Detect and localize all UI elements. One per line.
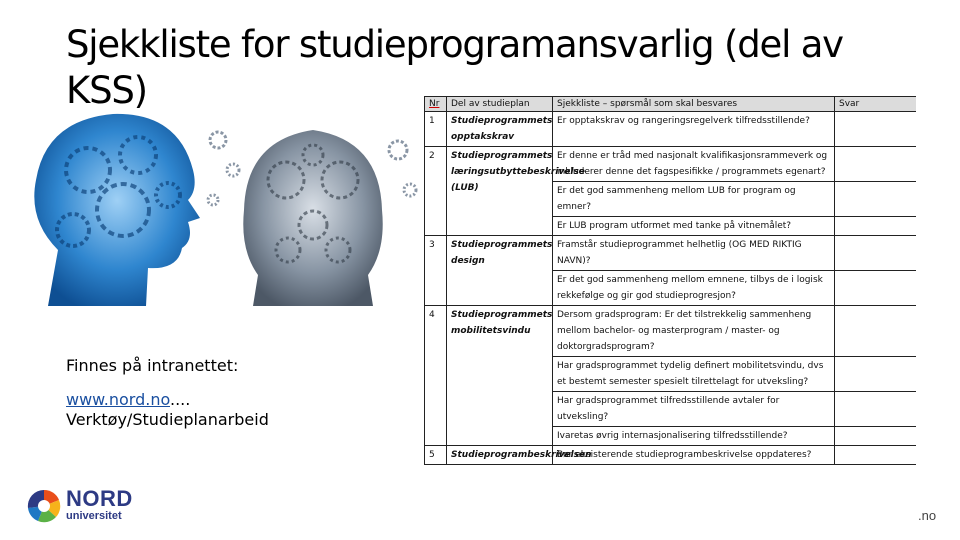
checklist-question: Er denne er tråd med nasjonalt kvalifikasjonsrammeverk og inkluderer denne det fagspesifikke / programmets egenart?	[553, 147, 835, 182]
checklist-question: Er det god sammenheng mellom emnene, tilbys de i logisk rekkefølge og gir god studieprogresjon?	[553, 271, 835, 306]
gear-heads-illustration	[18, 100, 418, 306]
row-number: 5	[425, 446, 447, 465]
answer-cell[interactable]	[835, 236, 917, 271]
row-number: 3	[425, 236, 447, 306]
checklist-header-row	[425, 97, 917, 112]
checklist-question: Framstår studieprogrammet helhetlig (OG MED RIKTIG NAVN)?	[553, 236, 835, 271]
answer-cell[interactable]	[835, 427, 917, 446]
answer-cell[interactable]	[835, 182, 917, 217]
row-number: 1	[425, 112, 447, 147]
nord-logo-icon	[26, 488, 62, 524]
logo-wordmark: NORD	[66, 486, 133, 511]
checklist-row	[425, 236, 917, 271]
tool-path: Verktøy/Studieplanarbeid	[66, 410, 269, 429]
checklist-question: Er LUB program utformet med tanke på vitnemålet?	[553, 217, 835, 236]
link-suffix: ....	[170, 390, 191, 409]
nord-link[interactable]: www.nord.no	[66, 390, 170, 409]
nord-logo	[26, 486, 146, 530]
header-answer: Svar	[835, 97, 917, 112]
answer-cell[interactable]	[835, 446, 917, 465]
footer-domain-tail: .no	[918, 508, 937, 523]
study-plan-part: Studieprogrammets mobilitetsvindu	[447, 306, 553, 446]
checklist-row	[425, 147, 917, 182]
answer-cell[interactable]	[835, 217, 917, 236]
checklist-table	[424, 96, 916, 526]
row-number: 4	[425, 306, 447, 446]
checklist-row	[425, 112, 917, 147]
blue-head-silhouette	[34, 114, 200, 306]
header-part: Del av studieplan	[447, 97, 553, 112]
checklist-question: Har gradsprogrammet tydelig definert mobilitetsvindu, dvs et bestemt semester spesielt tilrettelagt for utveksling?	[553, 357, 835, 392]
row-number: 2	[425, 147, 447, 236]
checklist-row	[425, 306, 917, 357]
checklist-row	[425, 446, 917, 465]
checklist-question: Bør eksisterende studieprogrambeskrivelse oppdateres?	[553, 446, 835, 465]
intranet-note	[66, 356, 396, 430]
answer-cell[interactable]	[835, 392, 917, 427]
study-plan-part: Studieprogrammets opptakskrav	[447, 112, 553, 147]
checklist-question: Er opptakskrav og rangeringsregelverk tilfredsstillende?	[553, 112, 835, 147]
checklist-question: Er det god sammenheng mellom LUB for program og emner?	[553, 182, 835, 217]
grey-head-silhouette	[243, 130, 382, 306]
slide-title: Sjekkliste for studieprogramansvarlig (del av KSS)	[66, 23, 843, 112]
answer-cell[interactable]	[835, 357, 917, 392]
study-plan-part: Studieprogrammets læringsutbyttebeskrivelse (LUB)	[447, 147, 553, 236]
checklist-question: Dersom gradsprogram: Er det tilstrekkelig sammenheng mellom bachelor- og masterprogram / master- og doktorgradsprogram?	[553, 306, 835, 357]
header-question: Sjekkliste – spørsmål som skal besvares	[553, 97, 835, 112]
checklist-question: Ivaretas øvrig internasjonalisering tilfredsstillende?	[553, 427, 835, 446]
answer-cell[interactable]	[835, 112, 917, 147]
study-plan-part: Studieprogrammets design	[447, 236, 553, 306]
header-nr: Nr	[425, 97, 447, 112]
study-plan-part: Studieprogrambeskrivelsen	[447, 446, 553, 465]
answer-cell[interactable]	[835, 306, 917, 357]
answer-cell[interactable]	[835, 147, 917, 182]
intranet-label: Finnes på intranettet:	[66, 356, 239, 375]
answer-cell[interactable]	[835, 271, 917, 306]
logo-subtitle: universitet	[66, 510, 122, 522]
checklist-question: Har gradsprogrammet tilfredsstillende avtaler for utveksling?	[553, 392, 835, 427]
